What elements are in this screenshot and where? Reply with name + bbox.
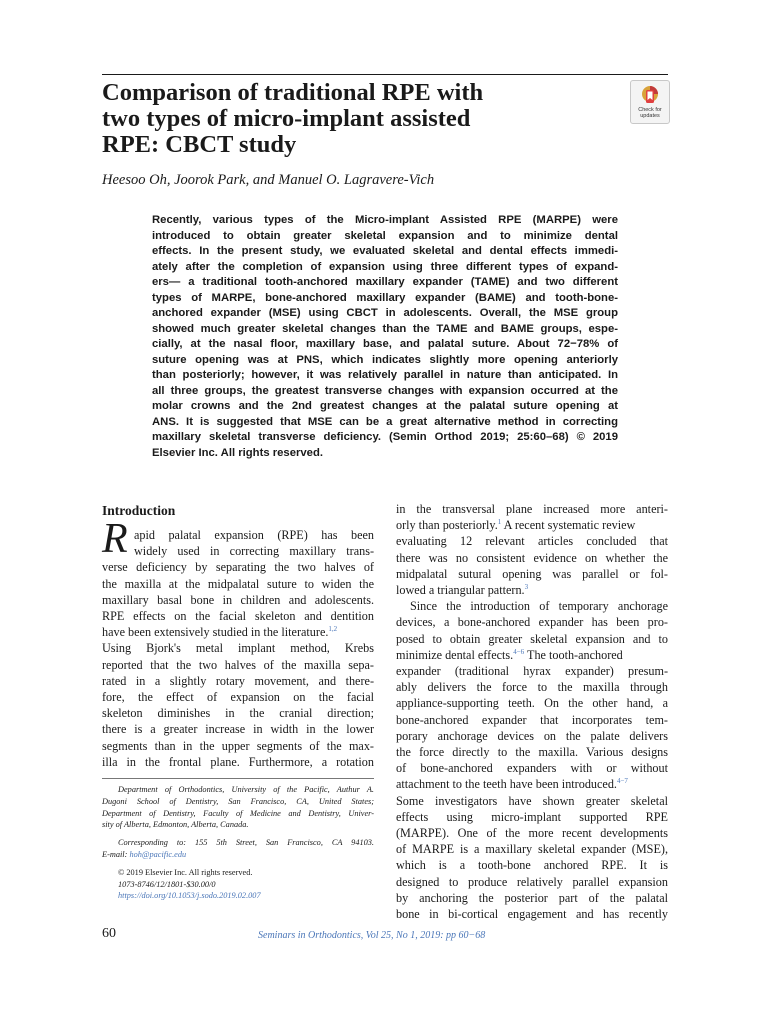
- body-line: [396, 647, 668, 663]
- footnote-line: Corresponding to: 155 5th Street, San Francisco, CA 94103.: [118, 838, 374, 848]
- body-line: designed to produce relatively parallel expansion: [396, 874, 668, 889]
- footnote-line: Department of Orthodontics, University of the Pacific, Authur A.: [118, 785, 374, 794]
- footnote-line: Dugoni School of Dentistry, San Francisco, CA, United States;: [102, 796, 374, 806]
- abstract-line: maxillary skeletal transverse deficiency. (Semin Orthod 2019; 25:60–68) © 2019: [152, 431, 618, 443]
- body-line: there was no consistent evidence on whether the: [396, 550, 668, 565]
- body-line: Some investigators have shown greater skeletal: [396, 793, 668, 808]
- email-link[interactable]: hoh@pacific.edu: [129, 849, 187, 859]
- body-line: bone in bi-cortical engagement and has recently: [396, 907, 668, 922]
- footnote-line: 1073-8746/12/1801-$30.00/0: [118, 879, 216, 889]
- body-text: A recent systematic review: [501, 518, 636, 533]
- citation-link[interactable]: 4−6: [513, 647, 525, 656]
- body-line: of bone-anchored expanders with or without: [396, 761, 668, 776]
- body-text: orly than posteriorly.: [396, 518, 498, 533]
- authors: Heesoo Oh, Joorok Park, and Manuel O. Lagravere-Vich: [102, 172, 435, 188]
- footnote-line: © 2019 Elsevier Inc. All rights reserved.: [118, 867, 253, 877]
- body-line: (MARPE). One of the more recent developments: [396, 826, 668, 841]
- body-line: posed to obtain greater skeletal expansion and to: [396, 631, 668, 646]
- body-line: fore, the effect of expansion on the facial: [102, 690, 374, 705]
- body-line: [396, 776, 668, 792]
- check-for-updates-badge[interactable]: [630, 80, 670, 124]
- body-line: which is a tooth-bone anchored RPE. It is: [396, 858, 668, 873]
- body-line: midpalatal sutural opening was parallel or fol-: [396, 566, 668, 581]
- body-line: bone-anchored expander that incorporates tem-: [396, 712, 668, 727]
- abstract-line: ately after the completion of expansion using three different types of expand-: [152, 260, 618, 273]
- abstract-line: Elsevier Inc. All rights reserved.: [152, 446, 323, 459]
- abstract-line: molar crowns and the 2nd greatest changes at the palatal suture opening at: [152, 400, 618, 412]
- abstract-line: anchored expander (MSE) using CBCT in adolescents. Overall, the MSE group: [152, 307, 618, 319]
- body-line: there is a greater increase in width in the lower: [102, 722, 374, 737]
- body-line: reported that the two halves of the maxilla sepa-: [102, 657, 374, 672]
- citation-link[interactable]: 4−7: [616, 777, 628, 786]
- body-line: [396, 582, 668, 598]
- footnote-rule: [102, 778, 374, 779]
- body-line: RPE effects on the facial skeleton and dentition: [102, 609, 374, 624]
- abstract: [152, 213, 618, 461]
- badge-label: Check for updates: [638, 107, 662, 119]
- citation-link[interactable]: 3: [524, 582, 529, 591]
- abstract-line: types of MARPE, bone-anchored maxillary expander (BAME) and tooth-bone-: [152, 291, 618, 304]
- body-line: widely used in correcting maxillary trans-: [134, 544, 374, 559]
- body-line: the force directly to the maxilla. Various designs: [396, 745, 668, 760]
- body-line: evaluating 12 relevant articles concluded that: [396, 534, 668, 549]
- body-line: verse deficiency by separating the two halves of: [102, 560, 374, 575]
- abstract-line: than posteriorly; however, it was relatively parallel in nature than anticipated. In: [152, 369, 618, 381]
- body-text: minimize dental effects.: [396, 647, 514, 662]
- abstract-line: ANS. It is suggested that MSE can be a great alternative method in correcting: [152, 415, 618, 428]
- body-line: in the transversal plane increased more anteri-: [396, 502, 668, 516]
- abstract-line: suture opening was at PNS, which indicates slightly more opening anteriorly: [152, 353, 618, 366]
- body-line: apid palatal expansion (RPE) has been: [134, 528, 374, 542]
- body-line: expander (traditional hyrax expander) presum-: [396, 664, 668, 679]
- body-line: Since the introduction of temporary anchorage: [410, 599, 668, 614]
- crossmark-icon: [641, 85, 659, 105]
- abstract-line: Recently, various types of the Micro-implant Assisted RPE (MARPE) were: [152, 214, 618, 226]
- abstract-line: introduced to obtain greater skeletal expansion and to minimize dental: [152, 229, 618, 242]
- drop-cap: R: [102, 516, 128, 562]
- body-line: [396, 517, 668, 533]
- title-line: RPE: CBCT study: [102, 131, 297, 158]
- body-line: porary anchorage devices on the palate delivers: [396, 728, 668, 743]
- body-line: maxillary basal bone in children and adolescents.: [102, 592, 374, 607]
- email-label: E-mail:: [102, 849, 128, 859]
- journal-footer: Seminars in Orthodontics, Vol 25, No 1, 2019: pp 60−68: [258, 930, 486, 941]
- abstract-line: ers— a traditional tooth-anchored maxillary expander (TAME) and two different: [152, 276, 618, 288]
- title-line: two types of micro-implant assisted: [102, 105, 471, 132]
- left-column: [102, 527, 374, 770]
- body-text: have been extensively studied in the literature.: [102, 625, 329, 640]
- body-line: effects using micro-implant supported RPE: [396, 809, 668, 824]
- abstract-line: effects. In the present study, we evaluated skeletal and dental effects immedi-: [152, 245, 618, 257]
- body-line: skeleton diminishes in the cranial direction;: [102, 706, 374, 721]
- body-line: by anchoring the posterior part of the palatal: [396, 890, 668, 905]
- citation-link[interactable]: 1: [497, 518, 502, 527]
- body-line: rated in a slightly rotary movement, and there-: [102, 673, 374, 688]
- body-line: ably delivers the force to the maxilla through: [396, 680, 668, 695]
- body-line: appliance-supporting teeth. On the other hand, a: [396, 696, 668, 711]
- body-line: the maxilla at the midpalatal suture to widen the: [102, 576, 374, 591]
- abstract-line: cially, at the nasal floor, maxillary base, and palatal suture. About 72−78% of: [152, 338, 618, 350]
- body-text: The tooth-anchored: [524, 647, 623, 662]
- body-line: devices, a bone-anchored expander has been pro-: [396, 615, 668, 630]
- article-title: [102, 80, 572, 158]
- top-rule: [102, 74, 668, 75]
- page-number: 60: [102, 926, 116, 941]
- footnote-line: [102, 849, 374, 861]
- body-line: of MARPE is a maxillary skeletal expander (MSE),: [396, 842, 668, 857]
- footnote-line: Department of Dentistry, Faculty of Medicine and Dentistry, Univer-: [102, 808, 374, 818]
- section-heading: Introduction: [102, 503, 176, 518]
- body-text: attachment to the teeth have been introduced.: [396, 777, 617, 792]
- abstract-line: showed much greater skeletal changes than the TAME and BAME groups, espe-: [152, 322, 618, 335]
- body-line: [102, 624, 374, 640]
- footnote-line: sity of Alberta, Edmonton, Alberta, Canada.: [102, 820, 249, 830]
- body-line: Using Bjork's metal implant method, Krebs: [102, 641, 374, 656]
- right-column: [396, 501, 668, 922]
- title-line: Comparison of traditional RPE with: [102, 79, 484, 106]
- body-line: illa in the frontal plane. Furthermore, a rotation: [102, 754, 374, 769]
- body-text: lowed a triangular pattern.: [396, 583, 525, 598]
- footnotes: [102, 784, 374, 902]
- abstract-line: all three groups, the greatest transverse changes with expansion occurred at the: [152, 384, 618, 397]
- citation-link[interactable]: 1,2: [328, 625, 338, 634]
- doi-link[interactable]: https://doi.org/10.1053/j.sodo.2019.02.007: [118, 891, 261, 901]
- body-line: segments than in the upper segments of the max-: [102, 738, 374, 753]
